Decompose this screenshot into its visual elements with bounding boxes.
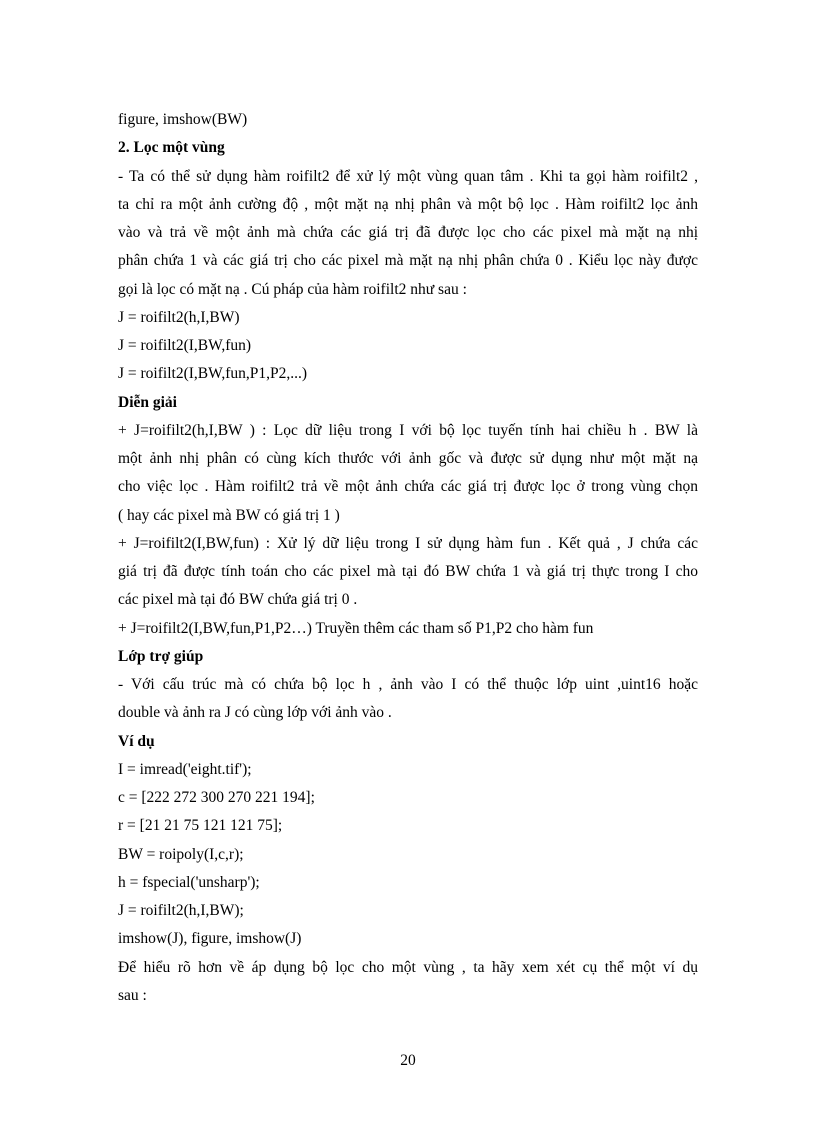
text-line: figure, imshow(BW) — [118, 111, 248, 128]
text-line: + J=roifilt2(I,BW,fun) : Xử lý dữ liệu trong I sử dụng hàm fun . Kết quả , J chứa các — [118, 534, 698, 552]
text-line: Để hiểu rõ hơn về áp dụng bộ lọc cho một vùng , ta hãy xem xét cụ thể một ví dụ — [118, 958, 698, 976]
document-body — [118, 106, 698, 1010]
text-line: giá trị đã được tính toán cho các pixel mà tại đó BW chứa 1 và giá trị thực trong I cho — [118, 563, 698, 580]
code-line: I = imread('eight.tif'); — [118, 760, 252, 778]
text-line: gọi là lọc có mặt nạ . Cú pháp của hàm roifilt2 như sau : — [118, 280, 467, 298]
text-line: các pixel mà tại đó BW chứa giá trị 0 . — [118, 591, 358, 609]
section-heading: Lớp trợ giúp — [118, 647, 204, 665]
code-line: r = [21 21 75 121 121 75]; — [118, 817, 283, 835]
text-line: - Với cấu trúc mà có chứa bộ lọc h , ảnh vào I có thể thuộc lớp uint ,uint16 hoặc — [118, 676, 698, 693]
text-line: - Ta có thể sử dụng hàm roifilt2 để xử lý một vùng quan tâm . Khi ta gọi hàm roifilt2 , — [118, 167, 698, 185]
text-line: ta chỉ ra một ảnh cường độ , một mặt nạ nhị phân và một bộ lọc . Hàm roifilt2 lọc ảnh — [118, 195, 698, 213]
text-line: ( hay các pixel mà BW có giá trị 1 ) — [118, 506, 340, 524]
code-line: J = roifilt2(h,I,BW) — [118, 308, 240, 326]
text-line: + J=roifilt2(h,I,BW ) : Lọc dữ liệu trong I với bộ lọc tuyến tính hai chiều h . BW là — [118, 421, 698, 439]
text-line: vào và trả về một ảnh mà chứa các giá trị đã được lọc cho các pixel mà mặt nạ nhị — [118, 224, 698, 241]
text-line: phân chứa 1 và các giá trị cho các pixel mà mặt nạ nhị phân chứa 0 . Kiểu lọc này được — [118, 252, 698, 270]
text-line: double và ảnh ra J có cùng lớp với ảnh vào . — [118, 704, 392, 722]
code-line: J = roifilt2(h,I,BW); — [118, 902, 244, 919]
code-line: h = fspecial('unsharp'); — [118, 873, 260, 891]
section-heading: Ví dụ — [118, 732, 155, 750]
text-line: sau : — [118, 986, 147, 1004]
code-line: J = roifilt2(I,BW,fun,P1,P2,...) — [118, 365, 308, 383]
text-line: một ảnh nhị phân có cùng kích thước với ảnh gốc và được sử dụng như một mặt nạ — [118, 450, 698, 467]
text-line: + J=roifilt2(I,BW,fun,P1,P2…) Truyền thêm các tham số P1,P2 cho hàm fun — [118, 619, 594, 637]
section-heading: Diễn giải — [118, 393, 177, 411]
code-line: c = [222 272 300 270 221 194]; — [118, 789, 315, 806]
code-line: J = roifilt2(I,BW,fun) — [118, 337, 252, 354]
section-heading: 2. Lọc một vùng — [118, 139, 225, 157]
code-line: imshow(J), figure, imshow(J) — [118, 930, 302, 948]
text-line: cho việc lọc . Hàm roifilt2 trả về một ảnh chứa các giá trị được lọc ở trong vùng chọn — [118, 478, 698, 496]
page-number: 20 — [400, 1052, 416, 1069]
code-line: BW = roipoly(I,c,r); — [118, 845, 244, 863]
